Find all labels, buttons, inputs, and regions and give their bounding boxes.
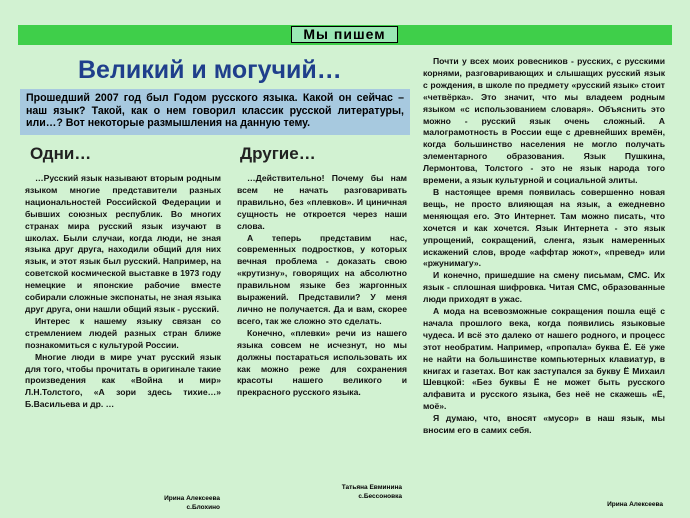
left-signature xyxy=(100,494,220,512)
left-paragraph-2: Интерес к нашему языку связан со стремлением людей разных стран ближе познакомиться с культурой России. xyxy=(25,315,221,350)
left-column xyxy=(25,173,221,411)
left-signature-name: Ирина Алексеева xyxy=(164,495,220,502)
right-paragraph-2: В настоящее время появилась совершенно новая вещь, не просто влияющая на язык, а ежедневно меняющая его. Это Интернет. Там можно писать, что хочется и как хочется. Язык Интернета - это язык упрощений, сокращений, сленга, язык намеренных искажений слов, вроде «аффтар жжот», «превед» или «ржунимагу». xyxy=(423,186,665,269)
right-paragraph-3: И конечно, пришедшие на смену письмам, СМС. Их язык - сплошная шифровка. Читая СМС, образованные люди приходят в ужас. xyxy=(423,270,665,305)
middle-signature xyxy=(290,483,402,501)
left-paragraph-3: Многие люди в мире учат русский язык для того, чтобы прочитать в оригинале такие произведения как «Война и мир» Л.Н.Толстого, «А зори здесь тихие…» Б.Васильева и др. … xyxy=(25,351,221,410)
intro-box: Прошедший 2007 год был Годом русского языка. Какой он сейчас – наш язык? Такой, как о нем говорил классик русской литературы, или…? Вот некоторые размышления на данную тему. xyxy=(20,89,410,135)
right-paragraph-1: Почти у всех моих ровесников - русских, с русскими корнями, разговаривающих и слышащих русский язык с рождения, в школе по предмету «русский язык» стоит «четвёрка». Это значит, что мы владеем родным языком «с использованием словаря». Объяснить это можно - русский язык очень сложный. А малограмотность в России еще с древнейших времён, когда большинство населения не могло получать элементарного образования. Язык Пушкина, Лермонтова, Толстого - это не язык народа того времени, а язык культурной и социальной элиты. xyxy=(423,56,665,186)
left-signature-place: с.Блохино xyxy=(186,504,220,511)
middle-signature-place: с.Бессоновка xyxy=(358,493,402,500)
left-paragraph-1: …Русский язык называют вторым родным языком многие представители разных национальностей Российской Федерации и бывших союзных республик. Во многих странах мира русский язык изучают в школах. Были случаи, когда люди, не зная языка друг друга, находили общий для них язык, и этот язык был русский. Например, на советской космической выставке в 1973 году немецкие и японские рабочие вместе собирали сложные экспонаты, не зная языка друг друга, они нашли общий язык - русский. xyxy=(25,173,221,314)
middle-paragraph-1: …Действительно! Почему бы нам всем не начать разговаривать правильно, без «плевков». И циничная сущность не откроется через наши слова. xyxy=(237,173,407,231)
right-signature: Ирина Алексеева xyxy=(607,501,663,508)
right-paragraph-4: А мода на всевозможные сокращения пошла ещё с начала прошлого века, когда появились языковые чудеса. И всё это далеко от нашего родного, и процесс этот необратим. Например, «пропала» буква Ё. Её уже не найти на большинстве компьютерных клавиатур, в книгах и газетах. Вот как заступался за букву Ё Михаил Шевцкой: «Без буквы Ё не может быть русского алфавита и русского языка, без неё не скажешь «Ё, моё». xyxy=(423,306,665,412)
middle-heading: Другие… xyxy=(240,144,316,163)
section-label: Мы пишем xyxy=(291,26,398,43)
middle-signature-name: Татьяна Евминина xyxy=(341,484,402,491)
right-column xyxy=(423,56,665,437)
middle-paragraph-2: А теперь представим нас, современных подростков, у которых вечная проблема - доказать свою «крутизну», говорящих на абсолютно правильном языке без жаргонных выражений. Представили? У меня лично не получается. Да и вам, скорее всего, так же сложно это сделать. xyxy=(237,232,407,326)
left-heading: Одни… xyxy=(30,144,92,163)
article-title: Великий и могучий… xyxy=(78,56,342,84)
right-paragraph-5: Я думаю, что, вносят «мусор» в наш язык, мы вносим его в самих себя. xyxy=(423,413,665,436)
middle-column xyxy=(237,173,407,399)
middle-paragraph-3: Конечно, «плевки» речи из нашего языка совсем не исчезнут, но мы должны постараться использовать их как можно реже для сохранения красоты нашего великого и прекрасного русского языка. xyxy=(237,327,407,398)
